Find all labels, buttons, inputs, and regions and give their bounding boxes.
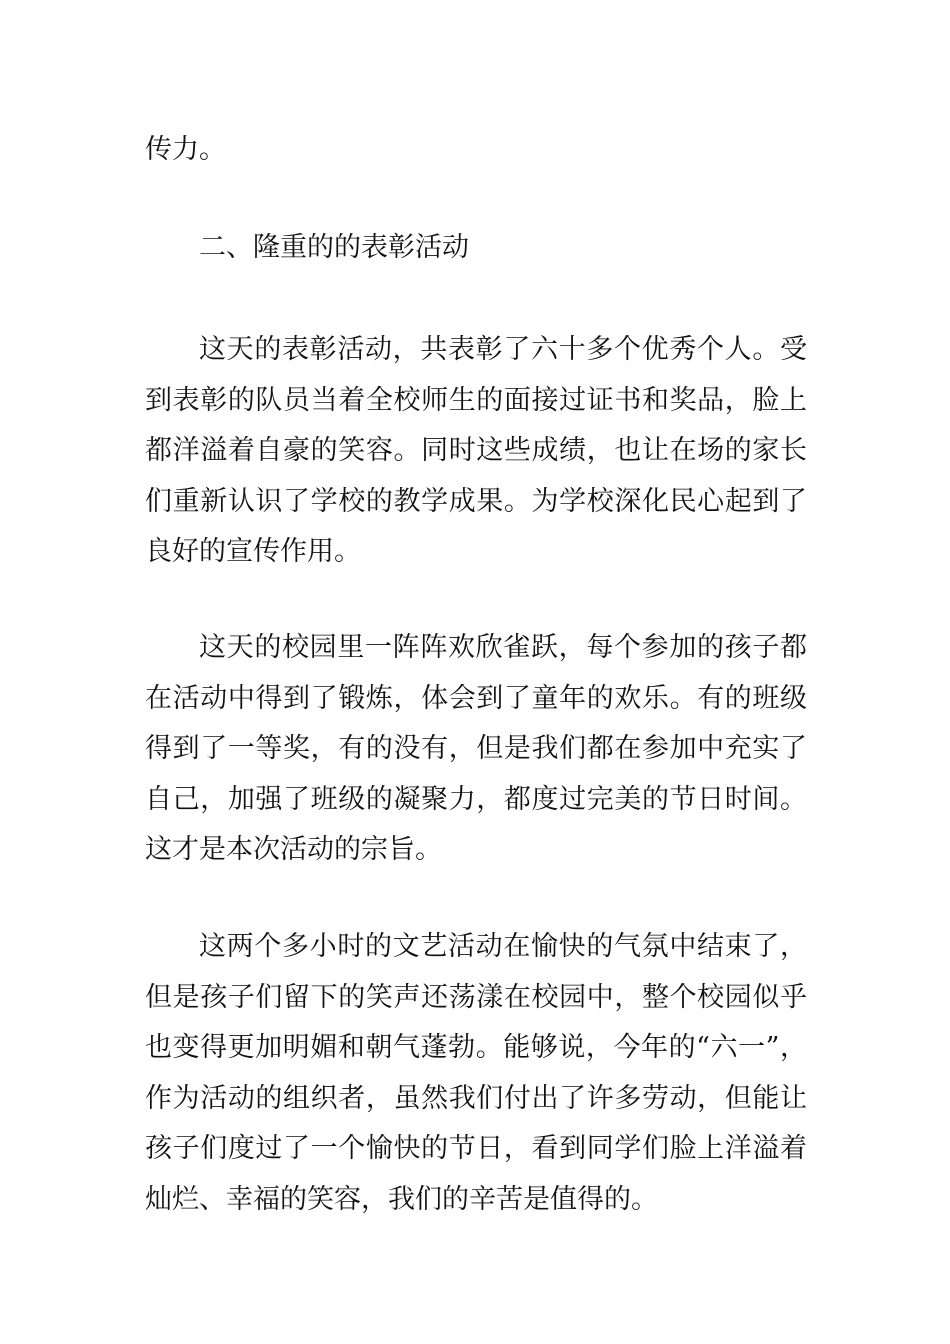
paragraph-award-ceremony: 这天的表彰活动，共表彰了六十多个优秀个人。受到表彰的队员当着全校师生的面接过证书和奖品，脸上都洋溢着自豪的笑容。同时这些成绩，也让在场的家长们重新认识了学校的教学成果。为学校深化民心起到了良好的宣传作用。 [145, 334, 807, 567]
paragraph-campus-joy: 这天的校园里一阵阵欢欣雀跃，每个参加的孩子都在活动中得到了锻炼，体会到了童年的欢乐。有的班级得到了一等奖，有的没有，但是我们都在参加中充实了自己，加强了班级的凝聚力，都度过完美的节日时间。这才是本次活动的宗旨。 [145, 632, 807, 865]
paragraph-continuation: 传力。 [145, 134, 226, 165]
section-heading: 二、隆重的的表彰活动 [199, 232, 469, 263]
paragraph-conclusion: 这两个多小时的文艺活动在愉快的气氛中结束了，但是孩子们留下的笑声还荡漾在校园中，整个校园似乎也变得更加明媚和朝气蓬勃。能够说，今年的“六一”，作为活动的组织者，虽然我们付出了许多劳动，但能让孩子们度过了一个愉快的节日，看到同学们脸上洋溢着灿烂、幸福的笑容，我们的辛苦是值得的。 [145, 931, 807, 1215]
